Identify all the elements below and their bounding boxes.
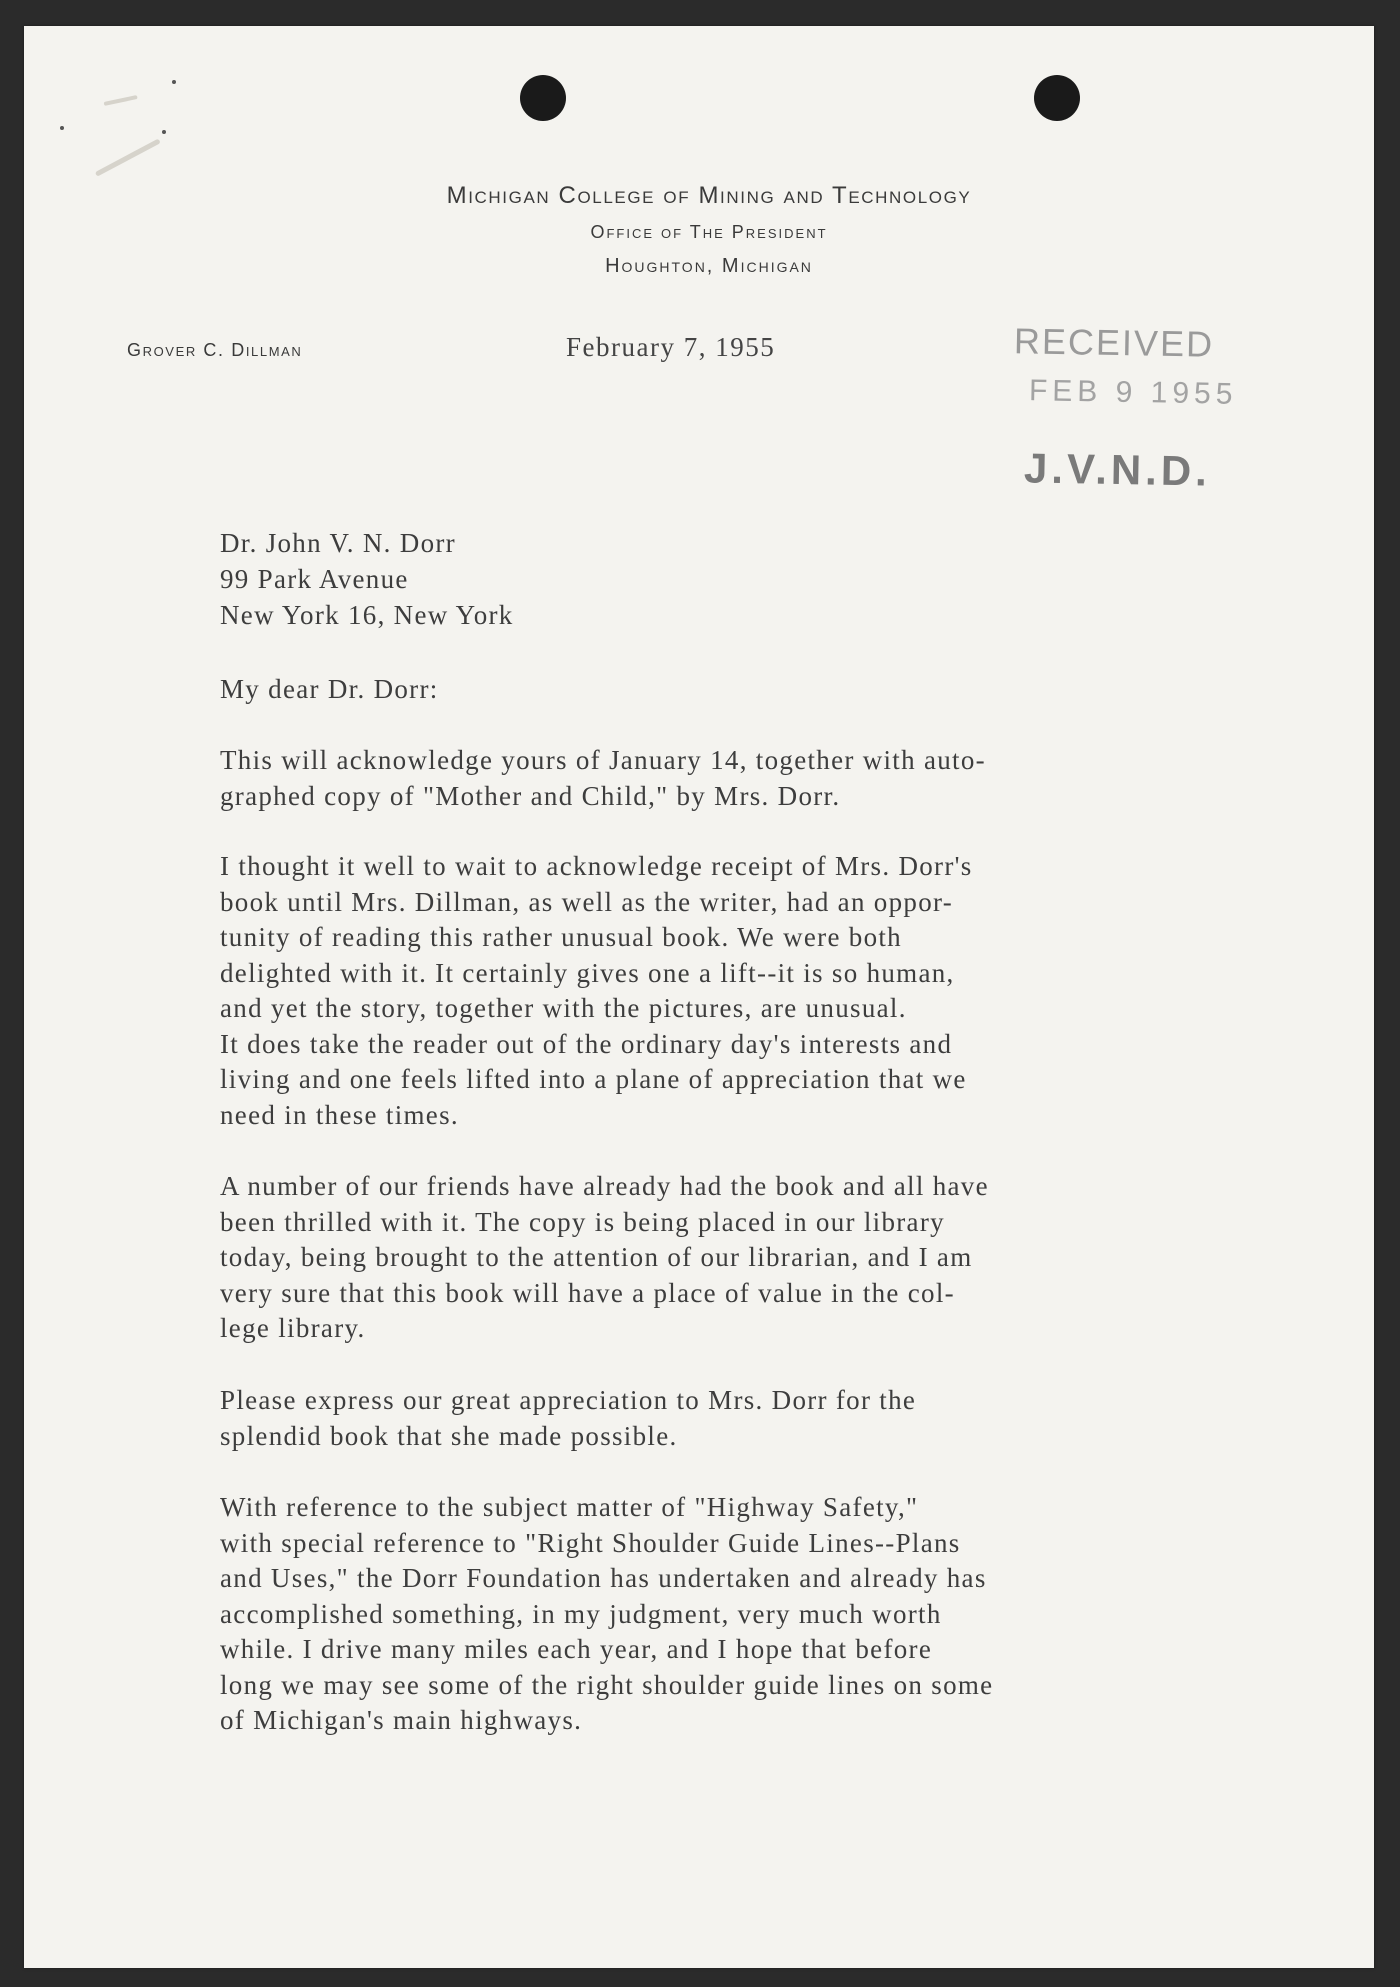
paragraph-line: with special reference to "Right Shoulder Guide Lines--Plans [220, 1527, 961, 1558]
paragraph-line: very sure that this book will have a place of value in the col- [220, 1277, 955, 1308]
punch-hole-left [520, 75, 566, 121]
letterhead-office: Office of The President [590, 222, 828, 242]
paragraph-line: tunity of reading this rather unusual book. We were both [220, 922, 902, 952]
paragraph-line: I thought it well to wait to acknowledge receipt of Mrs. Dorr's [220, 851, 973, 881]
salutation: My dear Dr. Dorr: [220, 674, 439, 704]
paragraph-line: This will acknowledge yours of January 14, together with auto- [220, 745, 986, 775]
paper-smudge [95, 138, 161, 176]
paragraph-line: been thrilled with it. The copy is being placed in our library [220, 1206, 945, 1237]
paragraph-5 [220, 1490, 1260, 1739]
paper-speck [162, 130, 166, 134]
letter-date: February 7, 1955 [566, 332, 776, 362]
received-stamp-date: FEB 9 1955 [1028, 374, 1238, 411]
paragraph-line: book until Mrs. Dillman, as well as the writer, had an oppor- [220, 886, 954, 917]
paragraph-2 [220, 849, 1260, 1133]
letter-page [24, 26, 1374, 1968]
recipient-city: New York 16, New York [220, 600, 514, 630]
recipient-street: 99 Park Avenue [220, 564, 409, 594]
paper-speck [172, 80, 176, 84]
paragraph-line: accomplished something, in my judgment, very much worth [220, 1598, 942, 1629]
letterhead-institution: Michigan College of Mining and Technology [446, 182, 972, 209]
paragraph-line: and Uses," the Dorr Foundation has undertaken and already has [220, 1563, 987, 1593]
paragraph-line: It does take the reader out of the ordinary day's interests and [220, 1028, 953, 1059]
paragraph-line: delighted with it. It certainly gives one a lift--it is so human, [220, 957, 955, 988]
paper-smudge [104, 95, 138, 106]
paragraph-line: graphed copy of "Mother and Child," by Mrs. Dorr. [220, 780, 841, 811]
received-stamp: RECEIVED [1013, 320, 1215, 365]
paragraph-line: Please express our great appreciation to Mrs. Dorr for the [220, 1385, 917, 1415]
paragraph-line: A number of our friends have already had the book and all have [220, 1171, 989, 1201]
paragraph-line: living and one feels lifted into a plane of appreciation that we [220, 1064, 967, 1094]
paragraph-line: With reference to the subject matter of "Highway Safety," [220, 1492, 919, 1522]
letterhead-location: Houghton, Michigan [605, 255, 813, 277]
paragraph-line: while. I drive many miles each year, and I hope that before [220, 1634, 933, 1664]
paragraph-line: need in these times. [220, 1099, 459, 1130]
received-stamp-initials: J.V.N.D. [1023, 444, 1212, 495]
paragraph-3 [220, 1169, 1260, 1347]
punch-hole-right [1034, 75, 1080, 121]
recipient-name: Dr. John V. N. Dorr [220, 528, 456, 558]
paper-speck [60, 126, 64, 130]
paragraph-line: splendid book that she made possible. [220, 1420, 678, 1451]
letterhead-president: Grover C. Dillman [127, 340, 303, 360]
paragraph-line: of Michigan's main highways. [220, 1705, 583, 1735]
paragraph-line: and yet the story, together with the pictures, are unusual. [220, 993, 907, 1023]
paragraph-4 [220, 1383, 1260, 1454]
paragraph-line: today, being brought to the attention of our librarian, and I am [220, 1242, 973, 1272]
paragraph-line: lege library. [220, 1313, 366, 1343]
paragraph-1 [220, 743, 1260, 814]
paragraph-line: long we may see some of the right shoulder guide lines on some [220, 1669, 994, 1700]
recipient-address [220, 526, 1260, 634]
